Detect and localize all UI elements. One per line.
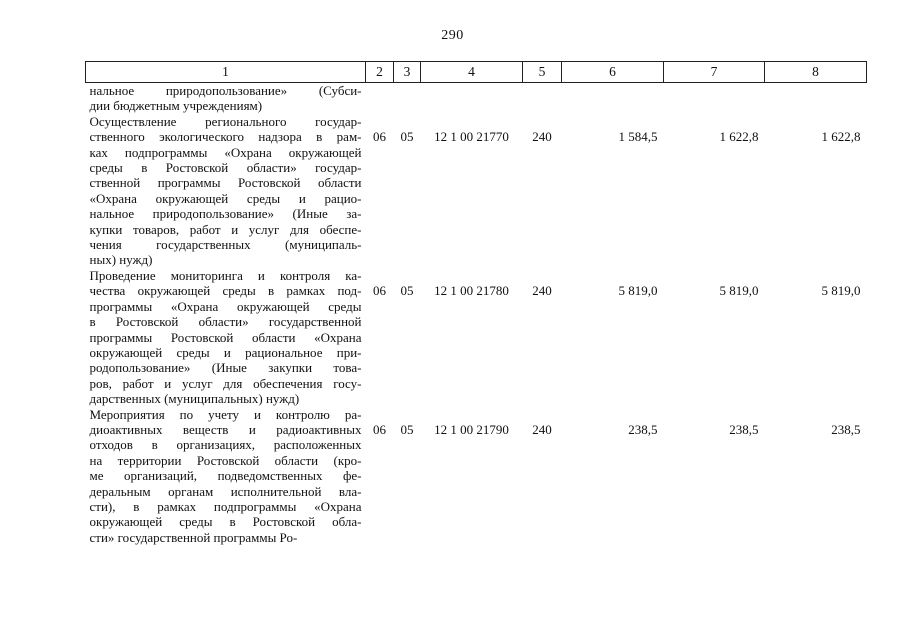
column-header: 1 <box>86 62 366 83</box>
column-header: 7 <box>664 62 765 83</box>
description-line: деральным органам исполнительной вла- <box>89 483 362 499</box>
description-line: ме организаций, подведомственных фе- <box>89 468 362 484</box>
section-code: 06 <box>373 128 386 144</box>
description-line: дарственных (муниципальных) нужд) <box>89 391 300 407</box>
table-row <box>86 407 867 546</box>
column-header: 8 <box>765 62 867 83</box>
description-line: окружающей среды и рациональное при- <box>89 344 362 360</box>
description-line: Осуществление регионального государ- <box>89 113 362 129</box>
column-header: 3 <box>394 62 421 83</box>
table-body <box>86 83 867 546</box>
page-number: 290 <box>441 28 464 43</box>
description-line: отходов в организациях, расположенных <box>89 437 362 453</box>
description-line: на территории Ростовской области (кро- <box>89 452 362 468</box>
description-line: «Охрана окружающей среды и рацио- <box>89 190 362 206</box>
subsection-code: 05 <box>400 128 414 144</box>
expense-type-code: 240 <box>532 282 552 298</box>
expense-type-code <box>523 83 562 114</box>
table-row <box>86 268 867 407</box>
amount-year-3: 5 819,0 <box>821 282 861 298</box>
description-line: чения государственных (муниципаль- <box>89 237 362 253</box>
description-line: ках подпрограммы «Охрана окружающей <box>89 144 362 160</box>
target-article-code: 12 1 00 21770 <box>434 128 509 144</box>
description-line: чества окружающей среды в рамках под- <box>89 283 362 299</box>
column-header: 6 <box>562 62 664 83</box>
section-code: 06 <box>373 282 386 298</box>
description-line: родопользование» (Иные закупки това- <box>89 360 362 376</box>
description-line: программы Ростовской области «Охрана <box>89 329 362 345</box>
amount-year-2: 5 819,0 <box>719 282 759 298</box>
target-article-code: 12 1 00 21790 <box>434 421 509 437</box>
subsection-code: 05 <box>400 421 414 437</box>
table-row <box>86 83 867 114</box>
description-line: среды в Ростовской области» государ- <box>89 160 362 176</box>
amount-year-1: 5 819,0 <box>618 282 658 298</box>
target-article-code <box>421 83 523 114</box>
description-line: сти), в рамках подпрограммы «Охрана <box>89 498 362 514</box>
description-line: дии бюджетным учреждениям) <box>89 98 263 114</box>
amount-year-1: 238,5 <box>628 421 658 437</box>
description-line: ров, работ и услуг для обеспечения госу- <box>89 375 362 391</box>
table-row <box>86 114 867 268</box>
amount-year-2: 1 622,8 <box>719 128 759 144</box>
column-number-header <box>86 62 867 83</box>
description-line: ственной программы Ростовской области <box>89 175 362 191</box>
description-line: программы «Охрана окружающей среды <box>89 298 362 314</box>
column-header: 2 <box>366 62 394 83</box>
description-line: сти» государственной программы Ро- <box>89 529 298 545</box>
row-description <box>86 114 366 268</box>
description-line: диоактивных веществ и радиоактивных <box>89 421 362 437</box>
description-line: ственного экологического надзора в рам- <box>89 129 362 145</box>
row-description <box>86 268 366 407</box>
amount-year-2 <box>664 83 765 114</box>
description-line: Мероприятия по учету и контролю ра- <box>89 406 362 422</box>
amount-year-1 <box>562 83 664 114</box>
column-header: 4 <box>421 62 523 83</box>
expense-type-code: 240 <box>532 128 552 144</box>
subsection-code <box>394 83 421 114</box>
target-article-code: 12 1 00 21780 <box>434 282 509 298</box>
budget-table <box>85 61 867 545</box>
row-description <box>86 407 366 546</box>
description-line: в Ростовской области» государственной <box>89 314 362 330</box>
description-line: ных) нужд) <box>89 252 153 268</box>
amount-year-3: 238,5 <box>831 421 861 437</box>
amount-year-3: 1 622,8 <box>821 128 861 144</box>
description-line: купки товаров, работ и услуг для обеспе- <box>89 221 362 237</box>
expense-type-code: 240 <box>532 421 552 437</box>
column-header: 5 <box>523 62 562 83</box>
description-line: нальное природопользование» (Субси- <box>89 83 362 98</box>
subsection-code: 05 <box>400 282 414 298</box>
section-code: 06 <box>373 421 386 437</box>
amount-year-2: 238,5 <box>729 421 759 437</box>
amount-year-3 <box>765 83 867 114</box>
description-line: окружающей среды в Ростовской обла- <box>89 514 362 530</box>
row-description <box>86 83 366 114</box>
amount-year-1: 1 584,5 <box>618 128 658 144</box>
description-line: нальное природопользование» (Иные за- <box>89 206 362 222</box>
description-line: Проведение мониторинга и контроля ка- <box>89 267 362 283</box>
section-code <box>366 83 394 114</box>
